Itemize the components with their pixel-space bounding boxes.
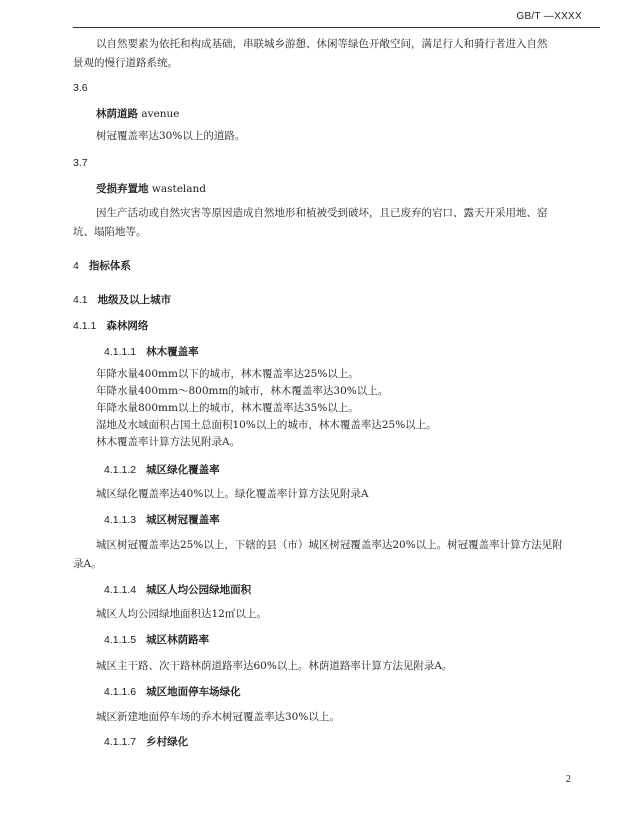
list-item: 年降水量400mm以下的城市，林木覆盖率达25%以上。 (96, 368, 359, 380)
definition-term-3-7 (96, 181, 206, 196)
list-item: 林木覆盖率计算方法见附录A。 (96, 436, 241, 448)
heading-number: 4.1.1 (73, 320, 97, 332)
header-rule (73, 27, 600, 28)
list-item: 湿地及水域面积占国土总面积10%以上的城市，林木覆盖率达25%以上。 (96, 419, 437, 431)
definition-3-7-line-2: 坑、塌陷地等。 (73, 226, 147, 238)
definition-number-3-6: 3.6 (73, 82, 88, 94)
heading-title: 城区地面停车场绿化 (146, 686, 241, 698)
paragraph-4-1-1-5: 城区主干路、次干路林荫道路率达60%以上。林荫道路率计算方法见附录A。 (96, 660, 453, 672)
heading-4-1-1-4 (104, 582, 251, 597)
heading-4-1 (73, 292, 171, 307)
heading-title: 乡村绿化 (146, 736, 189, 748)
definition-3-7-line-1: 因生产活动或自然灾害等原因造成自然地形和植被受到破坏，且已废弃的宕口、露天开采用地、窑 (96, 207, 548, 219)
heading-title: 森林网络 (106, 320, 149, 332)
intro-line-2: 景观的慢行道路系统。 (73, 57, 178, 69)
heading-title: 地级及以上城市 (97, 294, 172, 306)
heading-4-1-1-5 (104, 632, 209, 647)
intro-line-1: 以自然要素为依托和构成基础，串联城乡游憩、休闲等绿色开敞空间，满足行人和骑行者进入自然 (96, 38, 548, 50)
heading-title: 城区树冠覆盖率 (146, 514, 220, 526)
list-item: 年降水量800mm以上的城市，林木覆盖率达35%以上。 (96, 402, 359, 414)
heading-title: 城区林荫路率 (146, 634, 210, 646)
coverage-rules-list (96, 366, 437, 451)
heading-title: 城区人均公园绿地面积 (146, 584, 252, 596)
heading-4-1-1 (73, 318, 148, 333)
heading-4-1-1-1 (104, 344, 199, 359)
paragraph-4-1-1-3 (73, 536, 590, 574)
heading-number: 4.1.1.6 (104, 686, 137, 698)
document-code: GB/T —XXXX (516, 11, 582, 22)
definition-text-3-6: 树冠覆盖率达30%以上的道路。 (96, 130, 246, 142)
definition-text-3-7 (73, 204, 590, 242)
heading-number: 4.1.1.7 (104, 736, 137, 748)
definition-number-3-7: 3.7 (73, 157, 88, 169)
definition-term-3-6 (96, 106, 180, 121)
list-item: 年降水量400mm～800mm的城市，林木覆盖率达30%以上。 (96, 385, 389, 397)
heading-number: 4.1.1.4 (104, 584, 137, 596)
heading-4-1-1-2 (104, 462, 220, 477)
heading-title: 城区绿化覆盖率 (146, 464, 220, 476)
heading-4-1-1-6 (104, 684, 241, 699)
heading-number: 4.1.1.1 (104, 346, 137, 358)
section-title: 指标体系 (88, 260, 131, 272)
paragraph-4-1-1-6: 城区新建地面停车场的乔木树冠覆盖率达30%以上。 (96, 711, 340, 723)
heading-4-1-1-3 (104, 512, 220, 527)
heading-number: 4.1 (73, 294, 88, 306)
paragraph-4-1-1-2: 城区绿化覆盖率达40%以上。绿化覆盖率计算方法见附录A (96, 488, 369, 500)
heading-4-1-1-7 (104, 734, 188, 749)
term-en-wasteland: wasteland (151, 183, 207, 195)
section-heading-4 (73, 258, 131, 273)
heading-number: 4.1.1.3 (104, 514, 137, 526)
page-number: 2 (565, 774, 571, 785)
section-number: 4 (73, 260, 79, 272)
heading-title: 林木覆盖率 (146, 346, 199, 358)
heading-number: 4.1.1.5 (104, 634, 137, 646)
paragraph-4-1-1-3-line-1: 城区树冠覆盖率达25%以上，下辖的县（市）城区树冠覆盖率达20%以上。树冠覆盖率计算方法见附 (96, 539, 563, 551)
term-zh-wasteland: 受损弃置地 (96, 183, 149, 195)
term-en-avenue: avenue (141, 108, 180, 120)
paragraph-4-1-1-3-line-2: 录A。 (73, 558, 102, 570)
term-zh-avenue: 林荫道路 (96, 108, 138, 120)
intro-paragraph (73, 35, 590, 73)
heading-number: 4.1.1.2 (104, 464, 137, 476)
paragraph-4-1-1-4: 城区人均公园绿地面积达12㎡以上。 (96, 608, 267, 620)
